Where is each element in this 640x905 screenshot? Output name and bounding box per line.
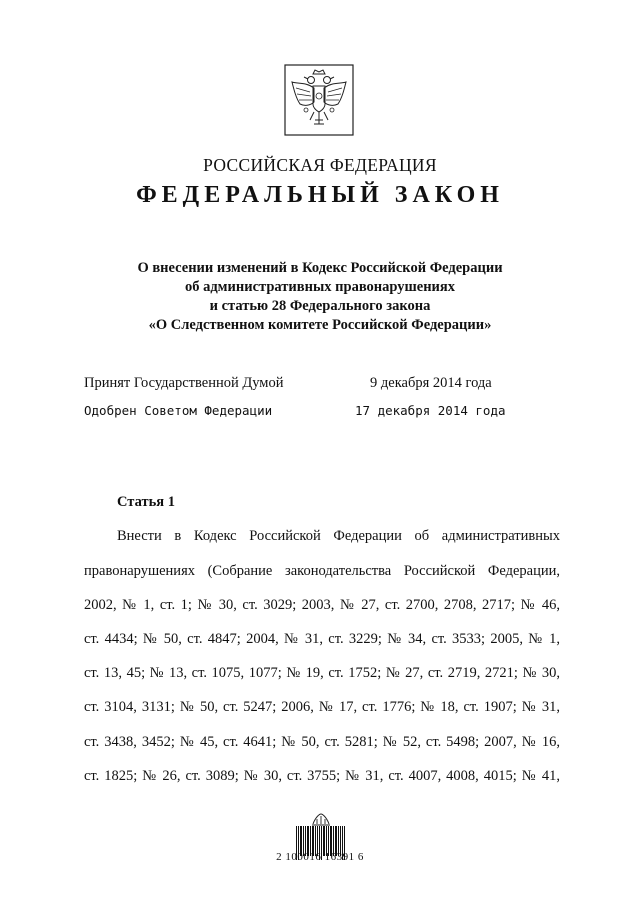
- adopted-duma-label: Принят Государственной Думой: [84, 375, 284, 391]
- law-title-line: «О Следственном комитете Российской Федерации»: [148, 317, 492, 333]
- article-heading: Статья 1: [117, 494, 175, 510]
- barcode: [292, 812, 352, 880]
- russian-coat-of-arms-icon: [284, 64, 354, 136]
- approved-council-label: Одобрен Советом Федерации: [84, 403, 273, 418]
- barcode-number: 2 100016 16391 6: [276, 851, 364, 863]
- country-name: РОССИЙСКАЯ ФЕДЕРАЦИЯ: [203, 155, 437, 175]
- law-title-line: и статью 28 Федерального закона: [209, 298, 431, 314]
- duma-logo-icon: [310, 812, 332, 826]
- law-title-line: О внесении изменений в Кодекс Российской Федерации: [137, 260, 503, 276]
- article-text-line: Внести в Кодекс Российской Федерации об административных: [117, 528, 560, 544]
- article-text-line: 2002, № 1, ст. 1; № 30, ст. 3029; 2003, № 27, ст. 2700, 2708, 2717; № 46,: [84, 597, 560, 613]
- adopted-duma-date: 9 декабря 2014 года: [370, 375, 492, 391]
- article-text-line: ст. 13, 45; № 13, ст. 1075, 1077; № 19, ст. 1752; № 27, ст. 2719, 2721; № 30,: [84, 665, 560, 681]
- article-text-line: ст. 3438, 3452; № 45, ст. 4641; № 50, ст. 5281; № 52, ст. 5498; 2007, № 16,: [84, 734, 560, 750]
- law-title: [0, 259, 640, 335]
- article-text-line: ст. 1825; № 26, ст. 3089; № 30, ст. 3755; № 31, ст. 4007, 4008, 4015; № 41,: [84, 768, 560, 784]
- article-text-line: правонарушениях (Собрание законодательства Российской Федерации,: [84, 563, 560, 579]
- article-text-line: ст. 3104, 3131; № 50, ст. 5247; 2006, № 17, ст. 1776; № 18, ст. 1907; № 31,: [84, 699, 560, 715]
- approved-council-date: 17 декабря 2014 года: [355, 403, 506, 418]
- law-title-line: об административных правонарушениях: [184, 279, 456, 295]
- document-type: ФЕДЕРАЛЬНЫЙ ЗАКОН: [136, 182, 504, 208]
- article-text-line: ст. 4434; № 50, ст. 4847; 2004, № 31, ст. 3229; № 34, ст. 3533; 2005, № 1,: [84, 631, 560, 647]
